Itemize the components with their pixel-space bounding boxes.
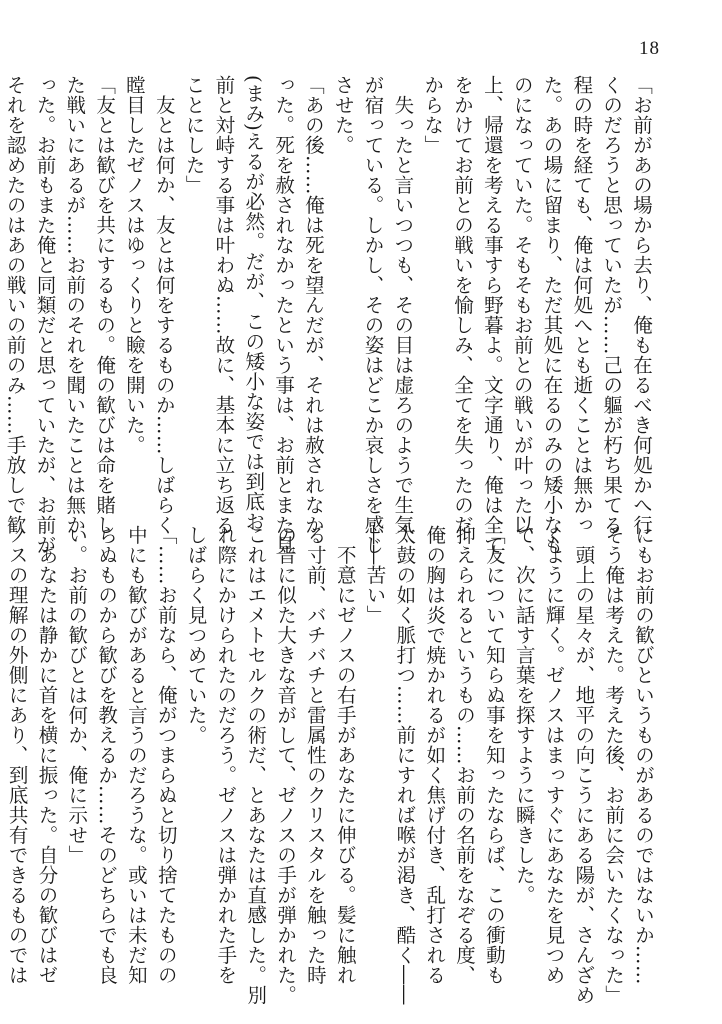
text-line: 瞠目したゼノスはゆっくりと瞼を開いた。 (122, 75, 146, 455)
text-line (0, 525, 2, 945)
text-block-bottom (0, 525, 658, 1005)
text-line: 不意にゼノスの右手があなたに伸びる。髪に触れ (333, 525, 357, 985)
text-line: 失ったと言いつつも、その目は虚ろのようで生気 (391, 75, 415, 535)
text-line: 中にも歓びがあると言うのだろうな。或いは未だ知 (124, 525, 148, 985)
text-line: させた。 (331, 75, 355, 155)
text-line: 程の時を経ても、俺は何処へとも逝くことは無かっ (570, 75, 594, 535)
text-line: い。お前の歓びとは何か、俺に示せ」 (65, 525, 89, 865)
text-line: 俺の胸は炎で焼かれるが如く焦げ付き、乱打される (423, 525, 447, 985)
text-line: る寸前、バチバチと雷属性のクリスタルを触った時 (303, 525, 327, 985)
text-line: あなたは静かに首を横に振った。自分の歓びはゼ (35, 525, 59, 985)
text-line: くように輝く。ゼノスはまっすぐにあなたを見つめ (542, 525, 566, 985)
text-line: の音に似た大きな音がして、ゼノスの手が弾かれた。 (274, 525, 298, 1005)
text-line: 前と対峙する事は叶わぬ……故に、基本に立ち返る (212, 75, 236, 535)
text-line: それを認めたのはあの戦いの前のみ……手放しで歓 (3, 75, 27, 535)
text-line: しばらく見つめていた。 (184, 525, 208, 745)
text-line: (まみ)えるが必然。だが、この矮小な姿では到底お (242, 75, 266, 532)
text-line: た。あの場に留まり、ただ其処に在るのみの矮小なも (540, 75, 564, 555)
text-line: にもお前の歓びというものがあるのではないか…… (632, 525, 655, 985)
text-block-top (0, 75, 656, 555)
text-line: 太鼓の如く脈打つ……前にすれば喉が渇き、酷く―― (393, 525, 417, 1005)
text-line: て、次に話す言葉を探すように瞬きした。 (512, 525, 536, 905)
text-line: 「……お前なら、俺がつまらぬと切り捨てたものの (154, 525, 178, 985)
page-number: 18 (639, 38, 660, 59)
text-line: った。死を赦されなかったという事は、お前とまた見 (272, 75, 296, 555)
text-line: 友とは何か、友とは何をするものか……しばらく (152, 75, 176, 535)
text-line: 「お前があの場から去り、俺も在るべき何処かへ行 (630, 75, 653, 535)
text-line: をかけてお前との戦いを愉しみ、全てを失ったのだ (451, 75, 475, 535)
text-line: が宿っている。しかし、その姿はどこか哀しさを感じ (361, 75, 385, 555)
text-line: れ際にかけられたのだろう。ゼノスは弾かれた手を (214, 525, 238, 985)
text-line: 上、帰還を考える事すら野暮よ。文字通り、俺は全て (480, 75, 504, 555)
text-line: これはエメトセルクの術だ、とあなたは直感した。別 (244, 525, 268, 1005)
text-line: 「友とは歓びを共にするもの。俺の歓びは命を賭し (93, 75, 117, 535)
text-line: ノスの理解の外側にあり、到底共有できるものでは (5, 525, 29, 985)
text-line: からな」 (421, 75, 445, 155)
text-line: ことにした」 (182, 75, 206, 195)
text-line: 抑えられるというもの……お前の名前をなぞる度、 (453, 525, 477, 985)
text-line: 頭上の星々が、地平の向こうにある陽が、さんざめ (572, 525, 596, 1005)
text-line: そう俺は考えた。考えた後、お前に会いたくなった」 (602, 525, 626, 1005)
text-line: 「あの後……俺は死を望んだが、それは赦されなか (301, 75, 325, 535)
text-line: らぬものから歓びを教えるか……そのどちらでも良 (95, 525, 119, 985)
text-line: 「友について知らぬ事を知ったならば、この衝動も (482, 525, 506, 985)
text-line: た戦いにあるが……お前のそれを聞いたことは無か (63, 75, 87, 535)
text-line: のになっていた。そもそもお前との戦いが叶った以 (510, 75, 534, 535)
text-line: ――苦い」 (363, 525, 387, 625)
text-line: くのだろうと思っていたが……己の軀が朽ち果てる (600, 75, 624, 535)
text-line: った。お前もまた俺と同類だと思っていたが、お前が (33, 75, 57, 555)
